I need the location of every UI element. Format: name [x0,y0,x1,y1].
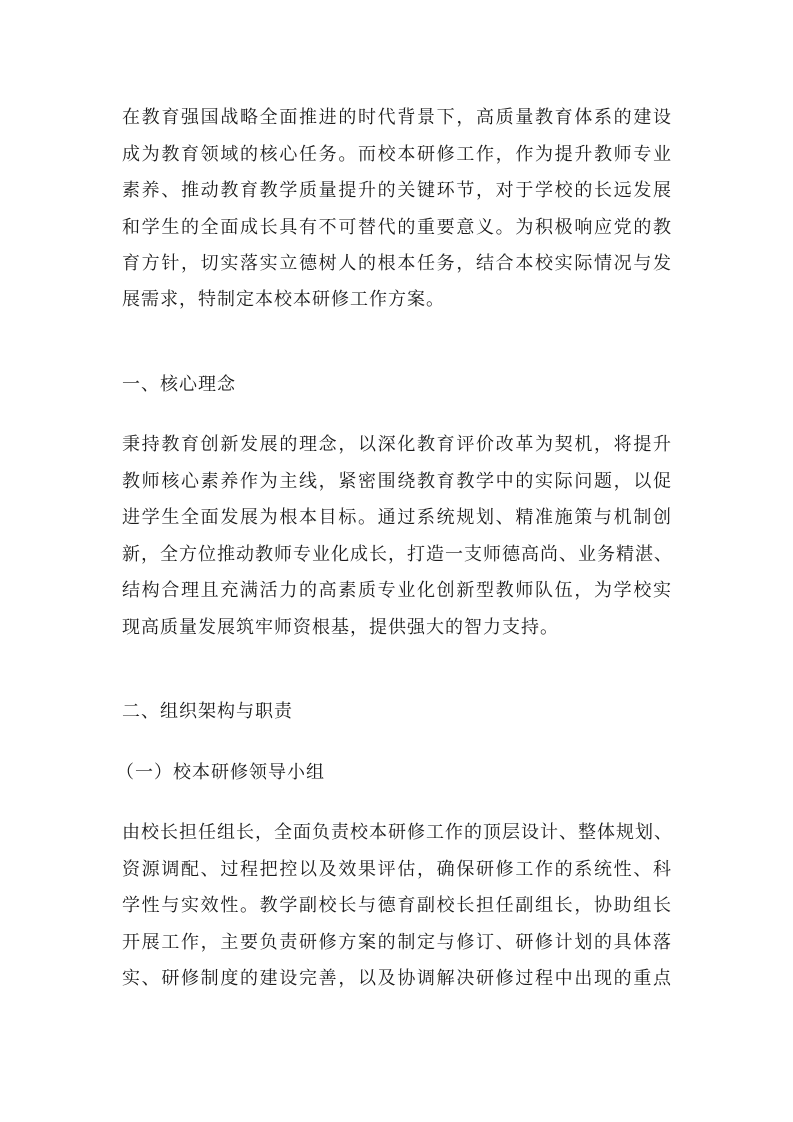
text-line: 教师核心素养作为主线，紧密围绕教育教学中的实际问题，以促 [122,471,672,492]
text-line: 一、核心理念 [122,374,236,395]
text-line: （一）校本研修领导小组 [116,762,325,783]
text-line: 秉持教育创新发展的理念，以深化教育评价改革为契机，将提升 [122,434,672,455]
text-line: 现高质量发展筑牢师资根基，提供强大的智力支持。 [122,617,559,638]
text-line: 进学生全面发展为根本目标。通过系统规划、精准施策与机制创 [122,507,672,528]
text-line: 开展工作，主要负责研修方案的制定与修订、研修计划的具体落 [122,932,672,953]
text-line: 实、研修制度的建设完善，以及协调解决研修过程中出现的重点 [122,968,672,989]
text-line: 展需求，特制定本校本研修工作方案。 [122,289,445,310]
text-line: 资源调配、过程把控以及效果评估，确保研修工作的系统性、科 [122,859,672,880]
text-line: 学性与实效性。教学副校长与德育副校长担任副组长，协助组长 [122,895,672,916]
text-line: 在教育强国战略全面推进的时代背景下，高质量教育体系的建设 [122,107,672,128]
text-line: 由校长担任组长，全面负责校本研修工作的顶层设计、整体规划、 [122,822,673,843]
text-line: 素养、推动教育教学质量提升的关键环节，对于学校的长远发展 [122,180,672,201]
text-line: 二、组织架构与职责 [122,701,293,722]
text-line: 成为教育领域的核心任务。而校本研修工作，作为提升教师专业 [122,144,672,165]
text-line: 结构合理且充满活力的高素质专业化创新型教师队伍，为学校实 [122,580,672,601]
text-line: 和学生的全面成长具有不可替代的重要意义。为积极响应党的教 [122,217,672,238]
text-line: 育方针，切实落实立德树人的根本任务，结合本校实际情况与发 [122,253,672,274]
text-line: 新，全方位推动教师专业化成长，打造一支师德高尚、业务精湛、 [122,544,673,565]
